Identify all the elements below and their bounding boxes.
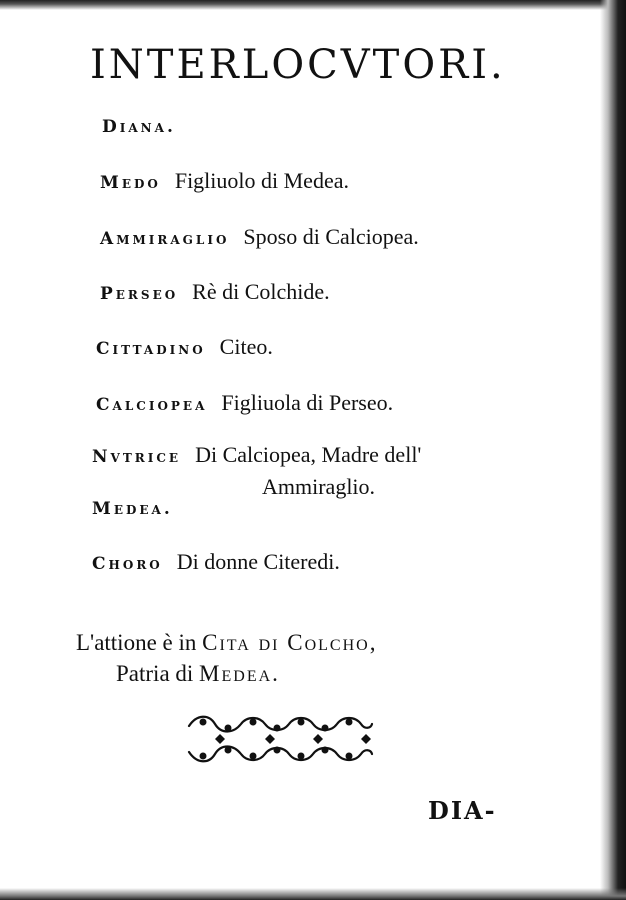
character-name: Ammiraglio bbox=[100, 229, 230, 249]
character-name: Medo bbox=[100, 173, 161, 193]
character-desc: Figliuola di Perseo. bbox=[221, 390, 394, 415]
character-row-diana bbox=[102, 112, 190, 138]
scan-edge-right bbox=[600, 0, 626, 900]
character-row-calciopea bbox=[96, 390, 393, 416]
character-desc: Di Calciopea, Madre dell' bbox=[195, 442, 422, 467]
character-row-choro bbox=[92, 549, 340, 575]
character-desc: Di donne Citeredi. bbox=[176, 549, 340, 574]
character-row-perseo bbox=[100, 279, 330, 305]
setting-prefix: Patria di bbox=[116, 661, 194, 686]
character-row-nutrice bbox=[92, 442, 421, 468]
character-row-ammiraglio bbox=[100, 224, 419, 250]
character-name: Diana. bbox=[102, 117, 176, 137]
character-name: Choro bbox=[92, 554, 163, 574]
character-desc: Rè di Colchide. bbox=[192, 279, 330, 304]
setting-place: Cita di Colcho, bbox=[202, 630, 378, 655]
character-name: Medea. bbox=[92, 499, 173, 519]
page-heading: INTERLOCVTORI. bbox=[90, 42, 506, 88]
character-row-medo bbox=[100, 168, 349, 194]
character-name: Cittadino bbox=[96, 339, 206, 359]
character-name: Calciopea bbox=[96, 395, 208, 415]
character-desc-continuation: Ammiraglio. bbox=[262, 474, 376, 499]
character-desc: Figliuolo di Medea. bbox=[174, 168, 349, 193]
character-name: Nvtrice bbox=[92, 447, 182, 467]
scan-edge-bottom bbox=[0, 888, 626, 900]
setting-prefix: L'attione è in bbox=[76, 630, 197, 655]
character-name: Perseo bbox=[100, 284, 179, 304]
setting-name: Medea. bbox=[199, 661, 280, 686]
character-row-cittadino bbox=[96, 334, 273, 360]
character-desc: Citeo. bbox=[219, 334, 273, 359]
setting-line-2 bbox=[116, 661, 280, 687]
character-row-medea bbox=[92, 494, 187, 520]
setting-line-1 bbox=[76, 630, 377, 656]
scan-edge-top bbox=[0, 0, 626, 10]
character-desc: Sposo di Calciopea. bbox=[243, 224, 419, 249]
fleuron-ornament-icon bbox=[185, 712, 375, 764]
catchword: DIA- bbox=[428, 796, 497, 825]
